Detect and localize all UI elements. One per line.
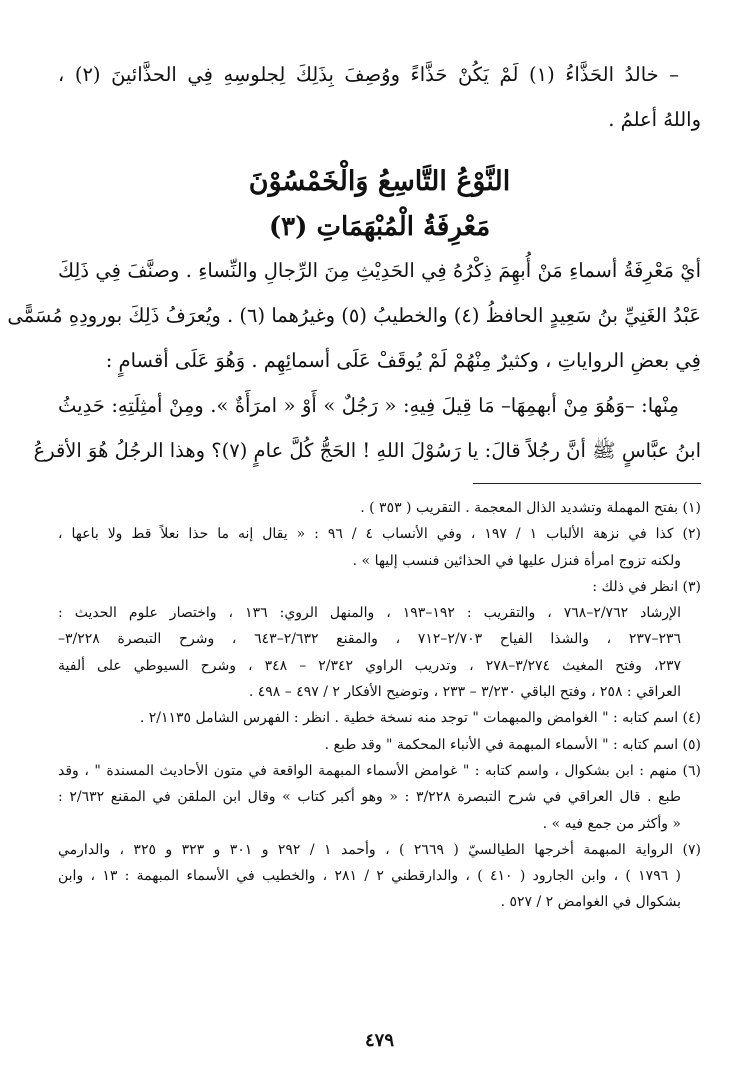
footnote-line: العراقي : ٢٥٨ ، وفتح الباقي ٣/٢٣٠ – ٢٣٣ ، وتوضيح الأفكار ٢ / ٤٩٧ – ٤٩٨ .: [248, 684, 681, 701]
footnote-line: طبع . قال العراقي في شرح التبصرة ٣/٢٢٨ : « وهو أكبر كتاب » وقال ابن الملقن في المقنع ٢/٦٣٢ :: [58, 789, 681, 806]
footnote-line: (٣) انظر في ذلك :: [592, 578, 701, 595]
footnote-line: (٥) اسم كتابه : " الأسماء المبهمة في الأنباء المحكمة " وقد طبع .: [324, 736, 701, 753]
footnote-line: (١) بفتح المهملة وتشديد الذال المعجمة . التقريب ( ٣٥٣ ) .: [360, 500, 701, 516]
footnotes: [58, 495, 701, 916]
body-line: – خالدُ الحَذَّاءُ (١) لَمْ يَكُنْ حَذَّاءً ووُصِفَ بِذَلِكَ لِجلوسِهِ فِي الحذَّائينَ (٢) ،: [58, 63, 679, 86]
chapter-heading: [58, 159, 701, 249]
body-line: عَبْدُ الغَنِيِّ بنُ سَعِيدٍ الحافظُ (٤) والخطيبُ (٥) وغيرُهما (٦) . ويُعرَفُ ذَلِكَ بورودِهِ مُسَمًّى: [7, 304, 701, 327]
footnote-line: (٧) الرواية المبهمة أخرجها الطيالسيّ ( ٢٦٦٩ ) ، وأحمد ١ / ٢٩٢ و ٣٠١ و ٣٢٣ و ٣٢٥ ، والدارمي: [58, 841, 702, 858]
body-line: فِي بعضِ الرواياتِ ، وكثيرٌ مِنْهُمْ لَمْ يُوقَفْ عَلَى أسمائِهِم . وَهُوَ عَلَى أقسامٍ :: [105, 349, 701, 372]
book-page: [7, 52, 702, 1090]
main-text: [7, 248, 701, 473]
chapter-subtitle: مَعْرِفَةُ الْمُبْهَمَاتِ (٣): [268, 212, 491, 242]
footnote-line: بشكوال في الغوامض ٢ / ٥٢٧ .: [500, 894, 681, 911]
body-line: واللهُ أعلمُ .: [608, 108, 701, 131]
page-number: ٤٧٩: [364, 1030, 394, 1051]
footnote-line: ( ١٧٩٦ ) ، وابن الجارود ( ٤١٠ ) ، والدارقطني ٢ / ٢٨١ ، والخطيب في الأسماء المبهمة : ١٣ ، وابن: [58, 868, 681, 885]
body-line: مِنْها: –وَهُوَ مِنْ أبهمِهَا– مَا قِيلَ فِيهِ: « رَجُلٌ » أَوْ « امرَأَةٌ ». ومِنْ أمثِلَتِهِ: حَدِيثُ: [58, 394, 679, 417]
chapter-title: النَّوْعُ التَّاسِعُ وَالْخَمْسُوْنَ: [248, 166, 511, 197]
footnote-line: (٤) اسم كتابه : " الغوامض والمبهمات " توجد منه نسخة خطية . انظر : الفهرس الشامل ٢/١١٣٥ .: [139, 710, 701, 727]
footnote-line: (٢) كذا في نزهة الألباب ١ / ١٩٧ ، وفي الأنساب ٤ / ٩٦ : « يقال إنه ما حذا نعلاً قط ولا باعها ،: [58, 526, 702, 543]
footnote-line: ٢٣٦–٢٣٧ ، والشذا الفياح ٢/٧٠٣–٧١٢ ، والمقنع ٢/٦٣٢–٦٤٣ ، وشرح التبصرة ٣/٢٢٨–: [58, 631, 681, 648]
footnote-divider: [473, 483, 701, 484]
footnote-line: ولكنه تزوج امرأة فنزل عليها في الحذائين فنسب إليها » .: [352, 552, 681, 569]
footnote-line: (٦) منهم : ابن بشكوال ، واسم كتابه : " غوامض الأسماء المبهمة الواقعة في متون الأحاديث المسندة " ، وقد: [58, 762, 701, 779]
footnote-line: « وأكثر من جمع فيه » .: [542, 815, 681, 832]
body-line: أيْ مَعْرِفَةُ أسماءِ مَنْ أُبهِمَ ذِكْرُهُ فِي الحَدِيْثِ مِنَ الرِّجالِ والنِّساءِ . وصنَّفَ فِي ذَلِكَ: [58, 259, 701, 282]
continued-text: [58, 52, 701, 142]
body-line: ابنُ عبَّاسٍ ﷺ أنَّ رجُلاً قالَ: يا رَسُوْلَ اللهِ ! الحَجُّ كُلَّ عامٍ (٧)؟ وهذا الرجُلُ هُوَ الأقرعُ: [33, 439, 701, 462]
footnote-line: الإرشاد ٢/٧٦٢–٧٦٨ ، والتقريب : ١٩٢–١٩٣ ، والمنهل الروي: ١٣٦ ، واختصار علوم الحديث :: [58, 605, 681, 622]
footnote-line: ٢٣٧، وفتح المغيث ٣/٢٧٤–٢٧٨ ، وتدريب الراوي ٢/٣٤٢ – ٣٤٨ ، وشرح السيوطي على ألفية: [58, 657, 682, 674]
